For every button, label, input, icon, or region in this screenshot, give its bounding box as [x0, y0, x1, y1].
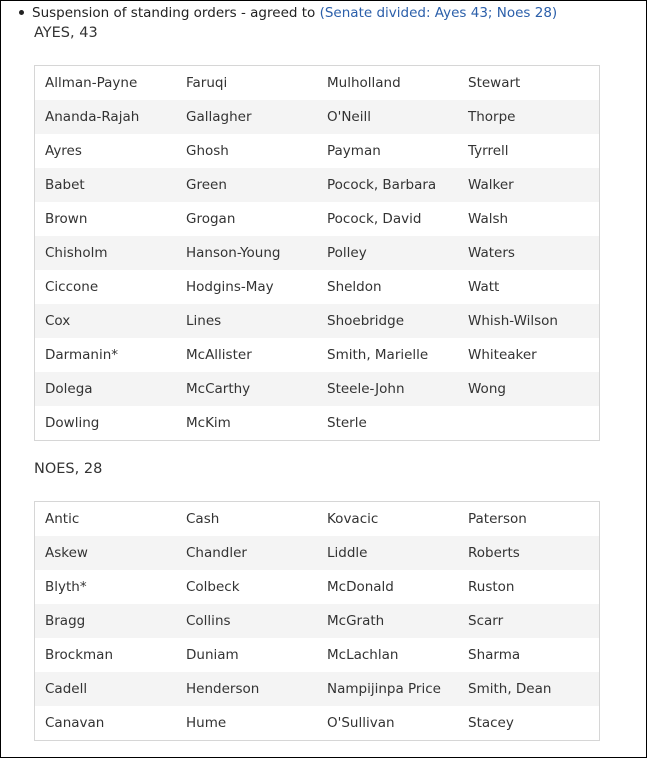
senator-name: Kovacic	[317, 502, 458, 537]
senator-name: Henderson	[176, 672, 317, 706]
senator-name: O'Sullivan	[317, 706, 458, 741]
senator-name: Grogan	[176, 202, 317, 236]
senator-name: Smith, Marielle	[317, 338, 458, 372]
senator-name: Whiteaker	[458, 338, 600, 372]
noes-title: NOES, 28	[34, 461, 103, 477]
table-row	[35, 638, 600, 672]
senator-name: Shoebridge	[317, 304, 458, 338]
senator-name: Paterson	[458, 502, 600, 537]
senator-name: Sterle	[317, 406, 458, 441]
senator-name: Steele-John	[317, 372, 458, 406]
senator-name: Brown	[35, 202, 177, 236]
senator-name: Wong	[458, 372, 600, 406]
table-row	[35, 270, 600, 304]
table-row	[35, 338, 600, 372]
senator-name: Stacey	[458, 706, 600, 741]
senator-name: McDonald	[317, 570, 458, 604]
senator-name: Polley	[317, 236, 458, 270]
senator-name: Dowling	[35, 406, 177, 441]
division-link[interactable]: (Senate divided: Ayes 43; Noes 28)	[319, 5, 558, 21]
senator-name: Darmanin*	[35, 338, 177, 372]
senator-name: Mulholland	[317, 66, 458, 101]
senator-name: O'Neill	[317, 100, 458, 134]
senator-name: Cash	[176, 502, 317, 537]
table-row	[35, 372, 600, 406]
table-row	[35, 236, 600, 270]
senator-name: Liddle	[317, 536, 458, 570]
senator-name: Chandler	[176, 536, 317, 570]
senator-name: Faruqi	[176, 66, 317, 101]
senator-name: Brockman	[35, 638, 177, 672]
senator-name: Watt	[458, 270, 600, 304]
senator-name	[458, 406, 600, 441]
senator-name: Pocock, Barbara	[317, 168, 458, 202]
table-row	[35, 66, 600, 101]
senator-name: Chisholm	[35, 236, 177, 270]
senator-name: Sheldon	[317, 270, 458, 304]
senator-name: Ciccone	[35, 270, 177, 304]
motion-item	[19, 4, 557, 22]
senator-name: Green	[176, 168, 317, 202]
senator-name: Ghosh	[176, 134, 317, 168]
senator-name: Lines	[176, 304, 317, 338]
senator-name: Walker	[458, 168, 600, 202]
senator-name: Colbeck	[176, 570, 317, 604]
table-row	[35, 406, 600, 441]
ayes-title: AYES, 43	[34, 25, 98, 41]
senator-name: Collins	[176, 604, 317, 638]
table-row	[35, 304, 600, 338]
table-row	[35, 100, 600, 134]
senator-name: Ayres	[35, 134, 177, 168]
senator-name: Roberts	[458, 536, 600, 570]
table-row	[35, 536, 600, 570]
table-row	[35, 502, 600, 537]
senator-name: Payman	[317, 134, 458, 168]
senator-name: McGrath	[317, 604, 458, 638]
senator-name: Canavan	[35, 706, 177, 741]
senator-name: Stewart	[458, 66, 600, 101]
senator-name: Antic	[35, 502, 177, 537]
senator-name: Babet	[35, 168, 177, 202]
senator-name: Askew	[35, 536, 177, 570]
senator-name: Hanson-Young	[176, 236, 317, 270]
senator-name: Hodgins-May	[176, 270, 317, 304]
senator-name: Cadell	[35, 672, 177, 706]
senator-name: Duniam	[176, 638, 317, 672]
senator-name: Nampijinpa Price	[317, 672, 458, 706]
senator-name: Sharma	[458, 638, 600, 672]
senator-name: Dolega	[35, 372, 177, 406]
senator-name: Walsh	[458, 202, 600, 236]
senator-name: Allman-Payne	[35, 66, 177, 101]
senator-name: Smith, Dean	[458, 672, 600, 706]
table-row	[35, 706, 600, 741]
bullet-icon	[19, 10, 24, 15]
senator-name: McAllister	[176, 338, 317, 372]
senator-name: McCarthy	[176, 372, 317, 406]
senator-name: Bragg	[35, 604, 177, 638]
senator-name: Scarr	[458, 604, 600, 638]
senator-name: McKim	[176, 406, 317, 441]
motion-text: Suspension of standing orders - agreed to	[32, 5, 316, 21]
senator-name: Tyrrell	[458, 134, 600, 168]
table-row	[35, 570, 600, 604]
senator-name: Ananda-Rajah	[35, 100, 177, 134]
table-row	[35, 134, 600, 168]
senator-name: Ruston	[458, 570, 600, 604]
senator-name: Pocock, David	[317, 202, 458, 236]
table-row	[35, 202, 600, 236]
noes-table	[34, 501, 600, 741]
table-row	[35, 604, 600, 638]
table-row	[35, 168, 600, 202]
senator-name: Thorpe	[458, 100, 600, 134]
senator-name: McLachlan	[317, 638, 458, 672]
table-row	[35, 672, 600, 706]
ayes-table	[34, 65, 600, 441]
senator-name: Blyth*	[35, 570, 177, 604]
senator-name: Waters	[458, 236, 600, 270]
senator-name: Whish-Wilson	[458, 304, 600, 338]
senator-name: Hume	[176, 706, 317, 741]
senator-name: Cox	[35, 304, 177, 338]
senator-name: Gallagher	[176, 100, 317, 134]
